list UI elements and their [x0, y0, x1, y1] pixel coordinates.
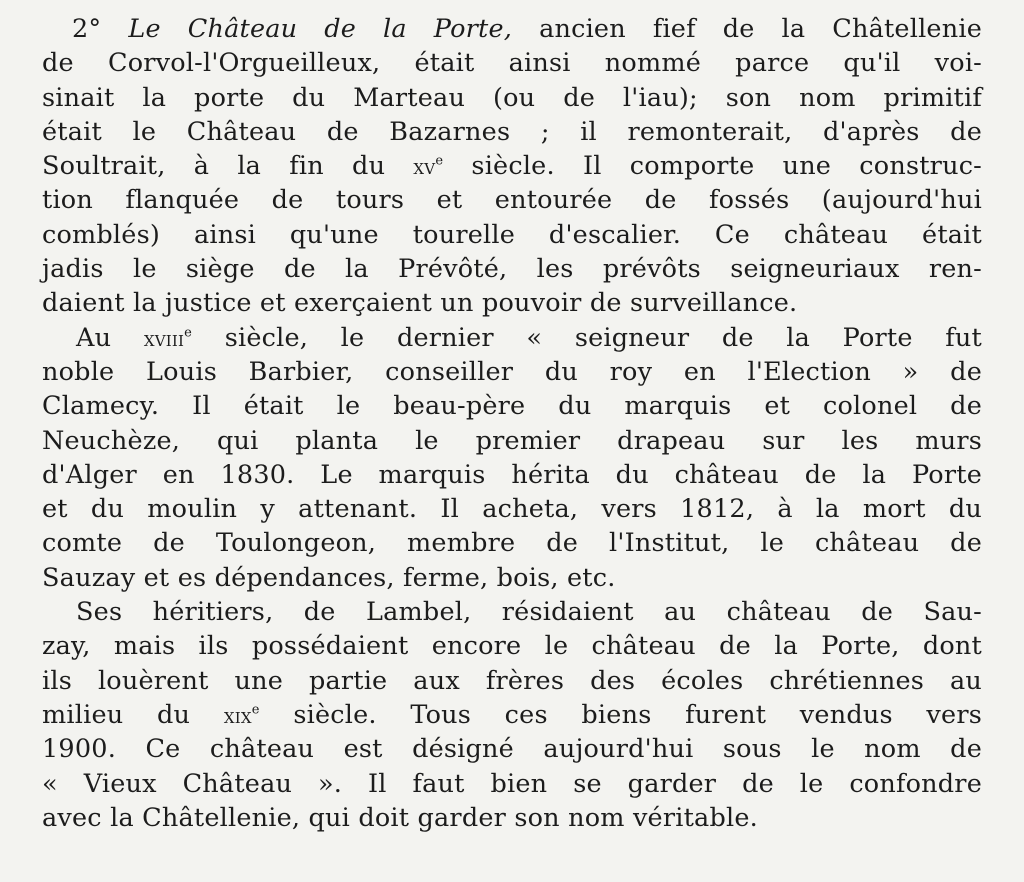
paragraph-1 — [42, 12, 982, 321]
text-line: jadis le siège de la Prévôté, les prévôts seigneuriaux ren- — [42, 254, 982, 285]
paragraph-3 — [42, 595, 982, 835]
text-line: 1900. Ce château est désigné aujourd'hui sous le nom de — [42, 734, 982, 765]
text-line: et du moulin y attenant. Il acheta, vers 1812, à la mort du — [42, 494, 982, 525]
paragraph-2 — [42, 321, 982, 595]
text-line: de Corvol-l'Orgueilleux, était ainsi nommé parce qu'il voi- — [42, 48, 982, 79]
text-line: avec la Châtellenie, qui doit garder son nom véritable. — [42, 802, 758, 833]
text-line: « Vieux Château ». Il faut bien se garder de le confondre — [42, 768, 982, 799]
text-line: ils louèrent une partie aux frères des écoles chrétiennes au — [42, 665, 982, 696]
text-line: milieu du xix$^e$ siècle. Tous ces biens furent vendus vers — [42, 699, 982, 730]
text-body — [42, 12, 982, 835]
section-title: Le Château de la Porte, — [128, 14, 513, 44]
text-line: 2° Le Château de la Porte, ancien fief de la Châtellenie — [72, 14, 982, 44]
text-line: sinait la porte du Marteau (ou de l'iau); son nom primitif — [42, 82, 982, 113]
text-line: Neuchèze, qui planta le premier drapeau sur les murs — [42, 425, 982, 456]
text-line: daient la justice et exerçaient un pouvoir de surveillance. — [42, 288, 798, 319]
text-line: Sauzay et es dépendances, ferme, bois, etc. — [42, 562, 616, 593]
text-line: Soultrait, à la fin du $xv^e$ siècle. Il comporte une construc- — [42, 151, 982, 182]
text-line: Clamecy. Il était le beau-père du marquis et colonel de — [42, 391, 982, 422]
text-line: Au xviii$^e$ siècle, le dernier « seigneur de la Porte fut — [76, 322, 982, 353]
text-line: d'Alger en 1830. Le marquis hérita du château de la Porte — [42, 459, 982, 490]
text-line: Ses héritiers, de Lambel, résidaient au château de Sau- — [76, 597, 982, 628]
text-line: tion flanquée de tours et entourée de fossés (aujourd'hui — [42, 185, 982, 216]
text-line: était le Château de Bazarnes ; il remonterait, d'après de — [42, 116, 982, 147]
text-line: zay, mais ils possédaient encore le château de la Porte, dont — [42, 631, 982, 662]
text-line: comblés) ainsi qu'une tourelle d'escalier. Ce château était — [42, 219, 982, 250]
section-number: 2° — [72, 14, 102, 44]
text-line: noble Louis Barbier, conseiller du roy en l'Election » de — [42, 356, 982, 387]
text-line: comte de Toulongeon, membre de l'Institut, le château de — [42, 528, 982, 559]
